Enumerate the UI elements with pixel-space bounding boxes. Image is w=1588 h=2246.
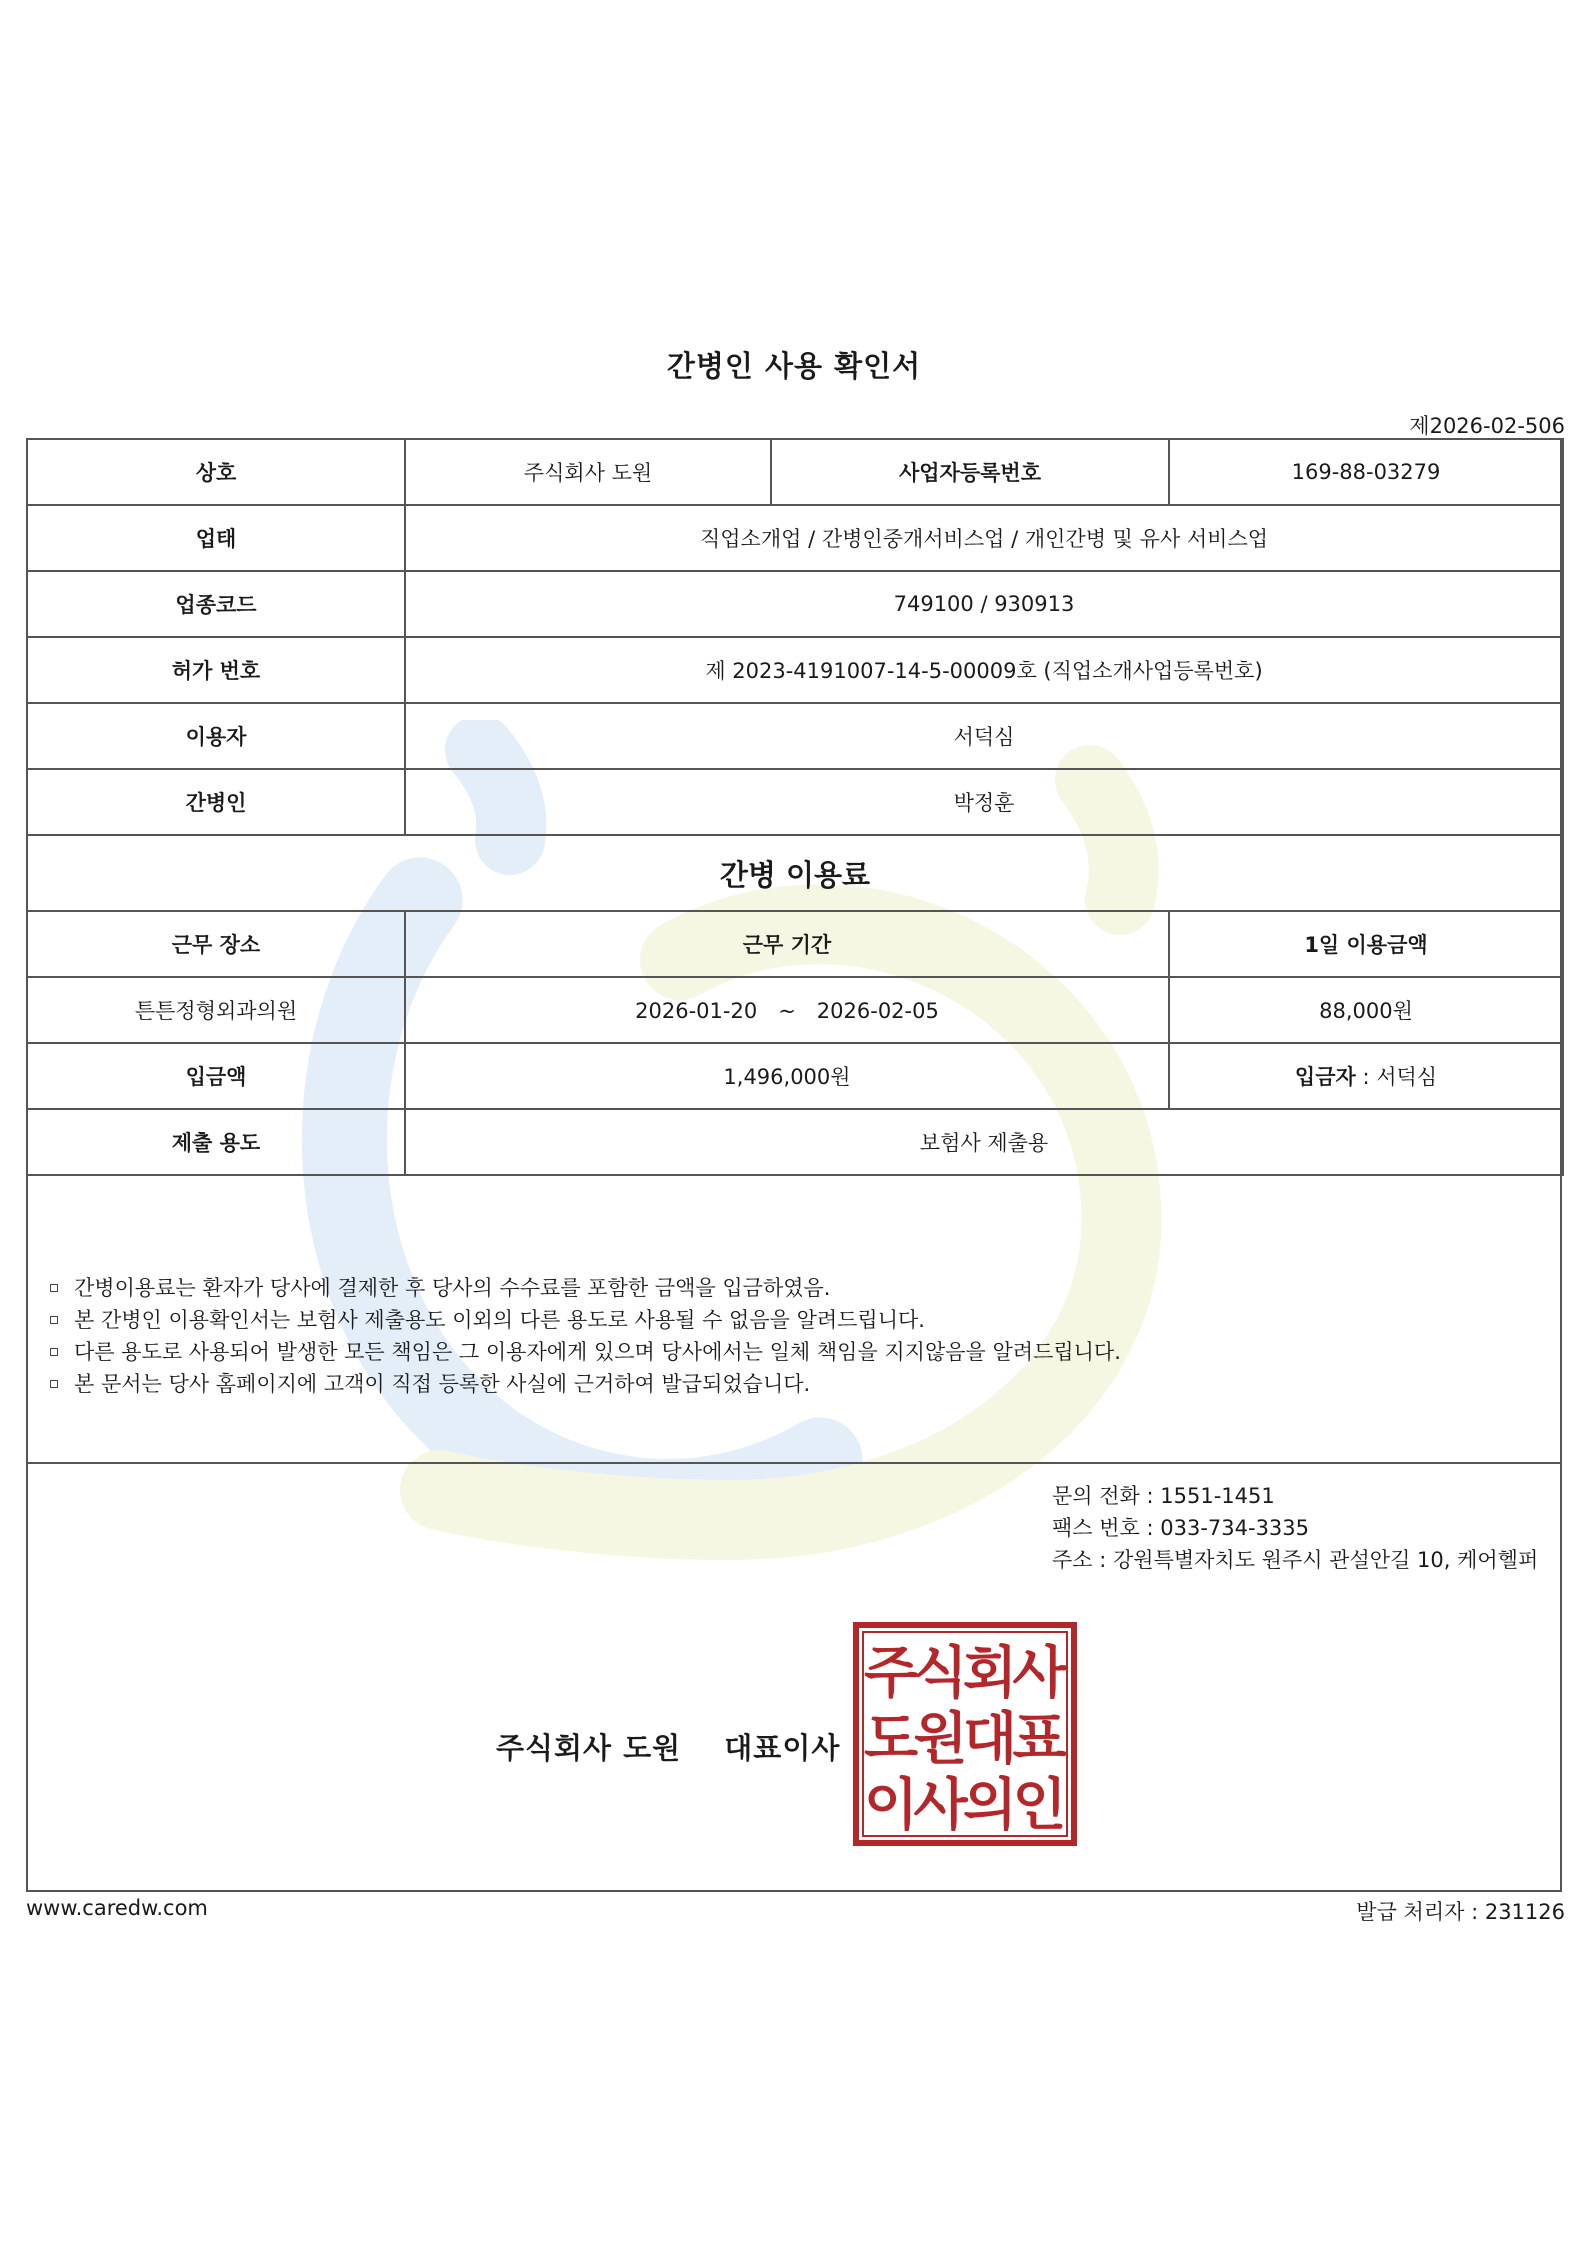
table-row [27,835,1563,911]
purpose-value: 보험사 제출용 [405,1109,1563,1175]
table-row [27,637,1563,703]
square-bullet-icon [50,1380,58,1388]
table-row [27,571,1563,637]
list-item [50,1336,1121,1368]
fee-section-title: 간병 이용료 [27,835,1563,911]
seal-character: 표 [1012,1707,1067,1772]
list-item [50,1272,1121,1304]
deposit-label: 입금액 [27,1043,405,1109]
seal-character: 의 [962,1773,1018,1838]
license-number-label: 허가 번호 [27,637,405,703]
industry-code-value: 749100 / 930913 [405,571,1563,637]
deposit-value: 1,496,000원 [405,1043,1169,1109]
depositor-label: 입금자 [1294,1065,1356,1089]
signature-company: 주식회사 도원 [496,1731,682,1765]
signature-title: 대표이사 [724,1731,841,1765]
square-bullet-icon [50,1284,58,1292]
registration-number-value: 169-88-03279 [1169,439,1563,505]
table-row [27,439,1563,505]
note-text: 다른 용도로 사용되어 발생한 모든 책임은 그 이용자에게 있으며 당사에서는 일체 책임을 지지않음을 알려드립니다. [74,1340,1121,1364]
daily-fee-label: 1일 이용금액 [1169,911,1563,977]
table-row [27,703,1563,769]
work-period-label: 근무 기간 [405,911,1169,977]
list-item [50,1304,1121,1336]
seal-character: 식 [913,1641,968,1706]
notes-section [50,1272,1121,1400]
table-row [27,505,1563,571]
document-title: 간병인 사용 확인서 [666,349,922,383]
square-bullet-icon [50,1316,58,1324]
seal-character: 사 [1012,1641,1067,1706]
square-bullet-icon [50,1348,58,1356]
issuer-info: 발급 처리자 : 231126 [1356,1900,1565,1924]
work-place-label: 근무 장소 [27,911,405,977]
list-item [50,1368,1121,1400]
seal-character: 회 [962,1641,1018,1706]
license-number-value: 제 2023-4191007-14-5-00009호 (직업소개사업등록번호) [405,637,1563,703]
contact-info [1052,1480,1538,1576]
table-row [27,1109,1563,1175]
industry-code-label: 업종코드 [27,571,405,637]
caregiver-value: 박정훈 [405,769,1563,835]
seal-character: 도 [863,1707,919,1772]
info-table [26,438,1564,1176]
user-label: 이용자 [27,703,405,769]
company-name-label: 상호 [27,439,405,505]
seal-character: 사 [913,1773,968,1838]
note-text: 본 간병인 이용확인서는 보험사 제출용도 이외의 다른 용도로 사용될 수 없음을 알려드립니다. [74,1308,925,1332]
seal-character: 이 [863,1773,919,1838]
seal-character: 인 [1012,1773,1067,1838]
work-period-value: 2026-01-20 ~ 2026-02-05 [405,977,1169,1043]
registration-number-label: 사업자등록번호 [771,439,1169,505]
company-seal-icon [853,1622,1077,1846]
contact-phone: 문의 전화 : 1551-1451 [1052,1484,1275,1508]
note-text: 본 문서는 당사 홈페이지에 고객이 직접 등록한 사실에 근거하여 발급되었습니다. [74,1372,811,1396]
contact-fax: 팩스 번호 : 033-734-3335 [1052,1516,1310,1540]
business-type-value: 직업소개업 / 간병인중개서비스업 / 개인간병 및 유사 서비스업 [405,505,1563,571]
depositor-separator: : [1355,1065,1377,1089]
website-url: www.caredw.com [26,1896,208,1920]
seal-character: 원 [913,1707,968,1772]
table-row [27,977,1563,1043]
table-row [27,911,1563,977]
signature-line [496,1726,840,1767]
section-divider [26,1462,1562,1464]
note-text: 간병이용료는 환자가 당사에 결제한 후 당사의 수수료를 포함한 금액을 입금하였음. [74,1276,831,1300]
document-number: 제2026-02-506 [1409,414,1565,438]
seal-character: 대 [962,1707,1018,1772]
business-type-label: 업태 [27,505,405,571]
caregiver-label: 간병인 [27,769,405,835]
table-row [27,1043,1563,1109]
depositor-cell [1169,1043,1563,1109]
table-row [27,769,1563,835]
contact-address: 주소 : 강원특별자치도 원주시 관설안길 10, 케어헬퍼 [1052,1548,1539,1572]
company-name-value: 주식회사 도원 [405,439,771,505]
daily-fee-value: 88,000원 [1169,977,1563,1043]
purpose-label: 제출 용도 [27,1109,405,1175]
depositor-value: 서덕심 [1376,1065,1438,1089]
seal-character: 주 [863,1641,919,1706]
work-place-value: 튼튼정형외과의원 [27,977,405,1043]
user-value: 서덕심 [405,703,1563,769]
